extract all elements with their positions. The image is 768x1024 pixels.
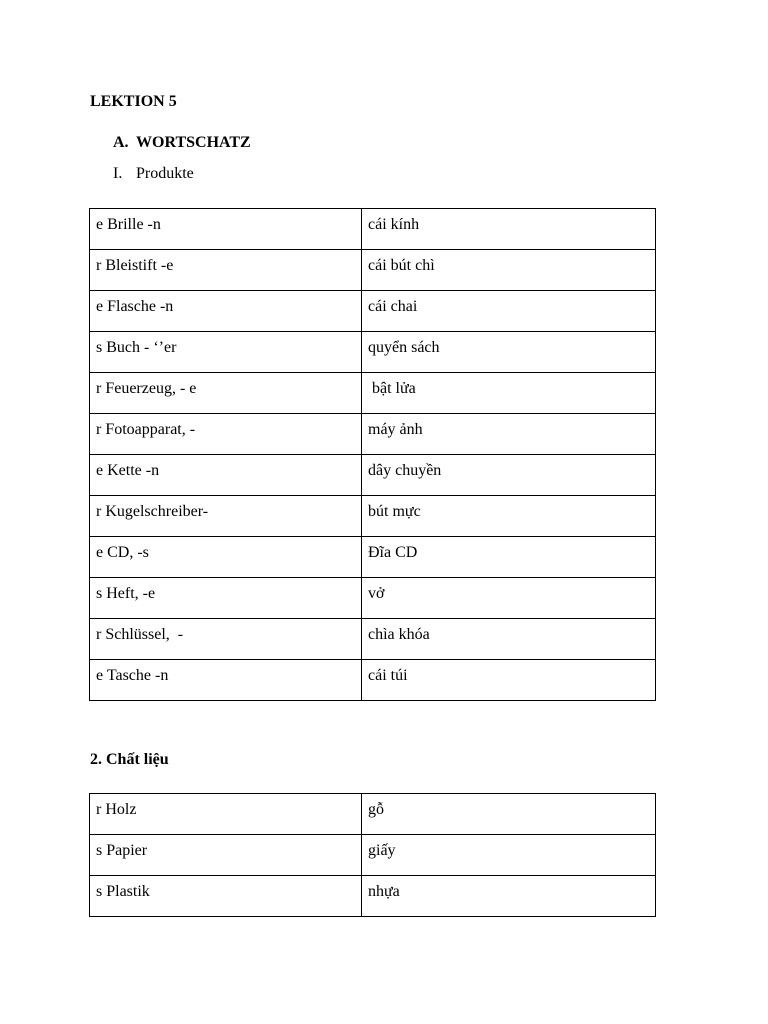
- german-word-cell: e Tasche -n: [90, 660, 362, 701]
- table-row: [90, 794, 656, 835]
- german-word-cell: e Flasche -n: [90, 291, 362, 332]
- vietnamese-meaning-cell: nhựa: [362, 876, 656, 917]
- table-row: [90, 619, 656, 660]
- german-word-cell: s Plastik: [90, 876, 362, 917]
- materials-vocabulary-table: [89, 793, 656, 917]
- vietnamese-meaning-cell: máy ảnh: [362, 414, 656, 455]
- german-word-cell: r Bleistift -e: [90, 250, 362, 291]
- german-word-cell: r Feuerzeug, - e: [90, 373, 362, 414]
- german-word-cell: s Buch - ‘’er: [90, 332, 362, 373]
- table-row: [90, 578, 656, 619]
- vietnamese-meaning-cell: quyển sách: [362, 332, 656, 373]
- table-row: [90, 250, 656, 291]
- german-word-cell: r Kugelschreiber-: [90, 496, 362, 537]
- vietnamese-meaning-cell: cái bút chì: [362, 250, 656, 291]
- vietnamese-meaning-cell: Đĩa CD: [362, 537, 656, 578]
- vietnamese-meaning-cell: bút mực: [362, 496, 656, 537]
- products-vocabulary-table: [89, 208, 656, 701]
- german-word-cell: s Papier: [90, 835, 362, 876]
- section-heading-chat-lieu: 2. Chất liệu: [90, 751, 169, 768]
- vietnamese-meaning-cell: giấy: [362, 835, 656, 876]
- vietnamese-meaning-cell: cái kính: [362, 209, 656, 250]
- page-title: LEKTION 5: [90, 93, 177, 110]
- table-row: [90, 373, 656, 414]
- vietnamese-meaning-cell: gỗ: [362, 794, 656, 835]
- table-row: [90, 876, 656, 917]
- german-word-cell: e Kette -n: [90, 455, 362, 496]
- vietnamese-meaning-cell: dây chuyền: [362, 455, 656, 496]
- subsection-number: I.: [113, 165, 123, 182]
- german-word-cell: r Holz: [90, 794, 362, 835]
- section-label: WORTSCHATZ: [136, 134, 251, 151]
- table-row: [90, 332, 656, 373]
- table-row: [90, 455, 656, 496]
- table-row: [90, 660, 656, 701]
- german-word-cell: s Heft, -e: [90, 578, 362, 619]
- vietnamese-meaning-cell: cái túi: [362, 660, 656, 701]
- table-row: [90, 414, 656, 455]
- table-row: [90, 209, 656, 250]
- vietnamese-meaning-cell: chìa khóa: [362, 619, 656, 660]
- table-row: [90, 835, 656, 876]
- subsection-label: Produkte: [136, 165, 194, 182]
- table-row: [90, 537, 656, 578]
- german-word-cell: r Schlüssel, -: [90, 619, 362, 660]
- table-row: [90, 291, 656, 332]
- vietnamese-meaning-cell: vở: [362, 578, 656, 619]
- subsection-heading-produkte: [113, 165, 194, 183]
- vietnamese-meaning-cell: cái chai: [362, 291, 656, 332]
- german-word-cell: r Fotoapparat, -: [90, 414, 362, 455]
- german-word-cell: e CD, -s: [90, 537, 362, 578]
- vietnamese-meaning-cell: bật lửa: [362, 373, 656, 414]
- section-number: A.: [113, 134, 129, 151]
- table-row: [90, 496, 656, 537]
- section-heading-wortschatz: [113, 134, 251, 152]
- german-word-cell: e Brille -n: [90, 209, 362, 250]
